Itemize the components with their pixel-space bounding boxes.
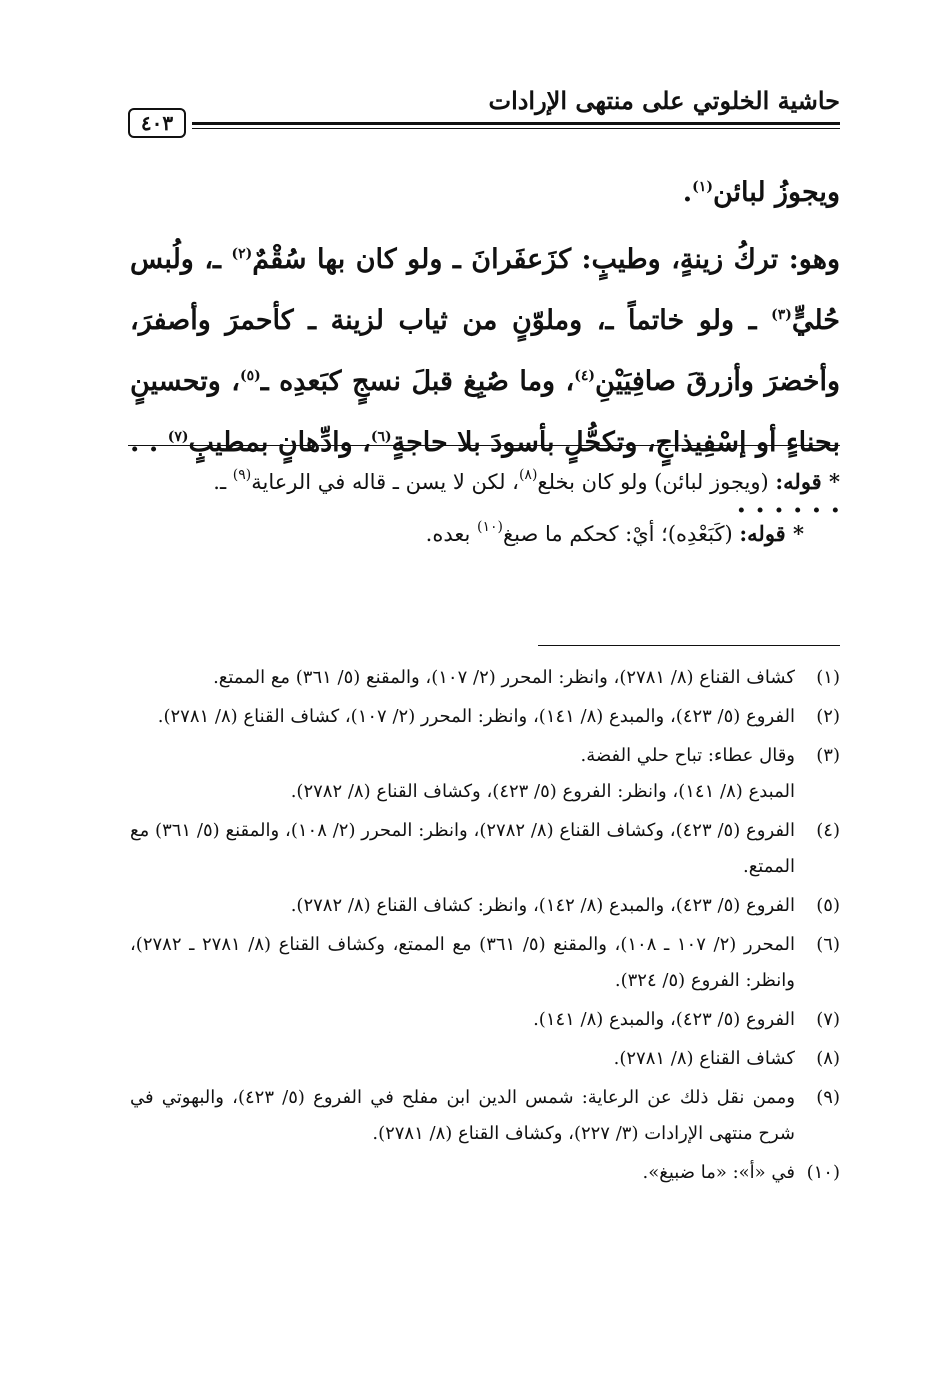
footnote-ref[interactable]: (٨) <box>518 467 538 483</box>
footnote-number: (٩) <box>816 1087 840 1108</box>
commentary-paragraph: * قوله: (كَبَعْدِه)؛ أيْ: كحكم ما صبغ$^{(١٠)}$ بعده. <box>425 519 804 546</box>
footnote <box>130 813 840 885</box>
footnote-text: الفروع (٥/ ٤٢٣)، والمبدع (٨/ ١٤١)، وانظر: المحرر (٢/ ١٠٧)، كشاف القناع (٨/ ٢٧٨١). <box>157 706 795 727</box>
footnote-separator <box>538 645 840 646</box>
footnote <box>130 1002 840 1038</box>
footnote-ref[interactable]: (١) <box>692 179 713 195</box>
footnote <box>130 1155 840 1191</box>
footnote-text: الفروع (٥/ ٤٢٣)، وكشاف القناع (٨/ ٢٧٨٢)، وانظر: المحرر (٢/ ١٠٨)، والمقنع (٥/ ٣٦١) مع الممتع. <box>130 820 796 877</box>
footnote-number: (٣) <box>816 745 840 766</box>
header-rule <box>192 122 840 125</box>
footnote-text: وقال عطاء: تباح حلي الفضة. <box>580 745 795 766</box>
footnote <box>130 699 840 735</box>
matn-line: ويجوزُ لبائن$^{(١)}$. <box>682 177 840 208</box>
footnote-text: الفروع (٥/ ٤٢٣)، والمبدع (٨/ ١٤٢)، وانظر: كشاف القناع (٨/ ٢٧٨٢). <box>290 895 795 916</box>
header-rule-thin <box>192 128 840 129</box>
footnote-number: (٢) <box>816 706 840 727</box>
section-divider <box>128 445 840 446</box>
footnote-number: (١) <box>816 667 840 688</box>
footnote-ref[interactable]: (٧) <box>167 429 189 445</box>
running-header <box>128 78 840 138</box>
page-number: ٤٠٣ <box>128 108 186 138</box>
footnote-text: كشاف القناع (٨/ ٢٧٨١)، وانظر: المحرر (٢/ ١٠٧)، والمقنع (٥/ ٣٦١) مع الممتع. <box>213 667 795 688</box>
footnote-ref[interactable]: (١٠) <box>477 519 503 535</box>
footnote-number: (٥) <box>816 895 840 916</box>
footnote-ref[interactable]: (٤) <box>574 368 596 384</box>
footnote-number: (٦) <box>816 934 840 955</box>
footnotes <box>130 660 840 1194</box>
footnote-ref[interactable]: (٣) <box>771 307 792 323</box>
matn-paragraph: وهو: تركُ زينةٍ، وطيبٍ: كزَعفَرانَ ـ ولو كان بها سُقْمٌ$^{(٢)}$ ـ، ولُبس حُليٍّ$^{(٣)}$ ـ ولو خاتماً ـ، وملوّنٍ من ثياب لزينة ـ كأحمرَ وأصفرَ، وأخضرَ وأزرقَ صافِيَيْنِ$^{(٤)}$، وما صُبِغ قبلَ نسجٍ كبَعدِه ـ$^{(٥)}$، وتحسينٍ بحناءٍ أو إسْفِيذاجٍ، وتكحُّلٍ بأسودَ بلا حاجةٍ$^{(٦)}$، وادِّهانٍ بمطيبٍ$^{(٧)}$ . . . . . . . . <box>130 244 840 519</box>
running-title: حاشية الخلوتي على منتهى الإرادات <box>488 86 840 115</box>
footnote-ref[interactable]: (٦) <box>370 429 392 445</box>
footnote-text: كشاف القناع (٨/ ٢٧٨١). <box>613 1048 795 1069</box>
footnote-text: الفروع (٥/ ٤٢٣)، والمبدع (٨/ ١٤١). <box>533 1009 795 1030</box>
footnote-text: وممن نقل ذلك عن الرعاية: شمس الدين ابن مفلح في الفروع (٥/ ٤٢٣)، والبهوتي في شرح منتهى الإرادات (٣/ ٢٢٧)، وكشاف القناع (٨/ ٢٧٨١). <box>130 1087 796 1144</box>
footnote-ref[interactable]: (٩) <box>232 467 252 483</box>
footnote <box>130 927 840 999</box>
footnote <box>130 888 840 924</box>
footnote-number: (٨) <box>816 1048 840 1069</box>
footnote-number: (٤) <box>816 820 840 841</box>
footnote-ref[interactable]: (٥) <box>239 368 261 384</box>
commentary <box>130 457 840 559</box>
footnote-text: المحرر (٢/ ١٠٧ ـ ١٠٨)، والمقنع (٥/ ٣٦١) مع الممتع، وكشاف القناع (٨/ ٢٧٨١ ـ ٢٧٨٢)، وانظر: الفروع (٥/ ٣٢٤). <box>130 934 796 991</box>
footnote-number: (١٠) <box>806 1162 840 1183</box>
footnote <box>130 1041 840 1077</box>
commentary-paragraph: * قوله: (ويجوز لبائن) ولو كان بخلع$^{(٨)}$، لكن لا يسن ـ قاله في الرعاية$^{(٩)}$ ـ. <box>213 467 840 494</box>
footnote <box>130 738 840 810</box>
footnote-text: المبدع (٨/ ١٤١)، وانظر: الفروع (٥/ ٤٢٣)، وكشاف القناع (٨/ ٢٧٨٢). <box>290 781 795 802</box>
footnote <box>130 660 840 696</box>
footnote-text: في «أ»: «ما ضبيغ». <box>642 1162 795 1183</box>
footnote-ref[interactable]: (٢) <box>231 246 253 262</box>
footnote <box>130 1080 840 1152</box>
footnote-number: (٧) <box>816 1009 840 1030</box>
